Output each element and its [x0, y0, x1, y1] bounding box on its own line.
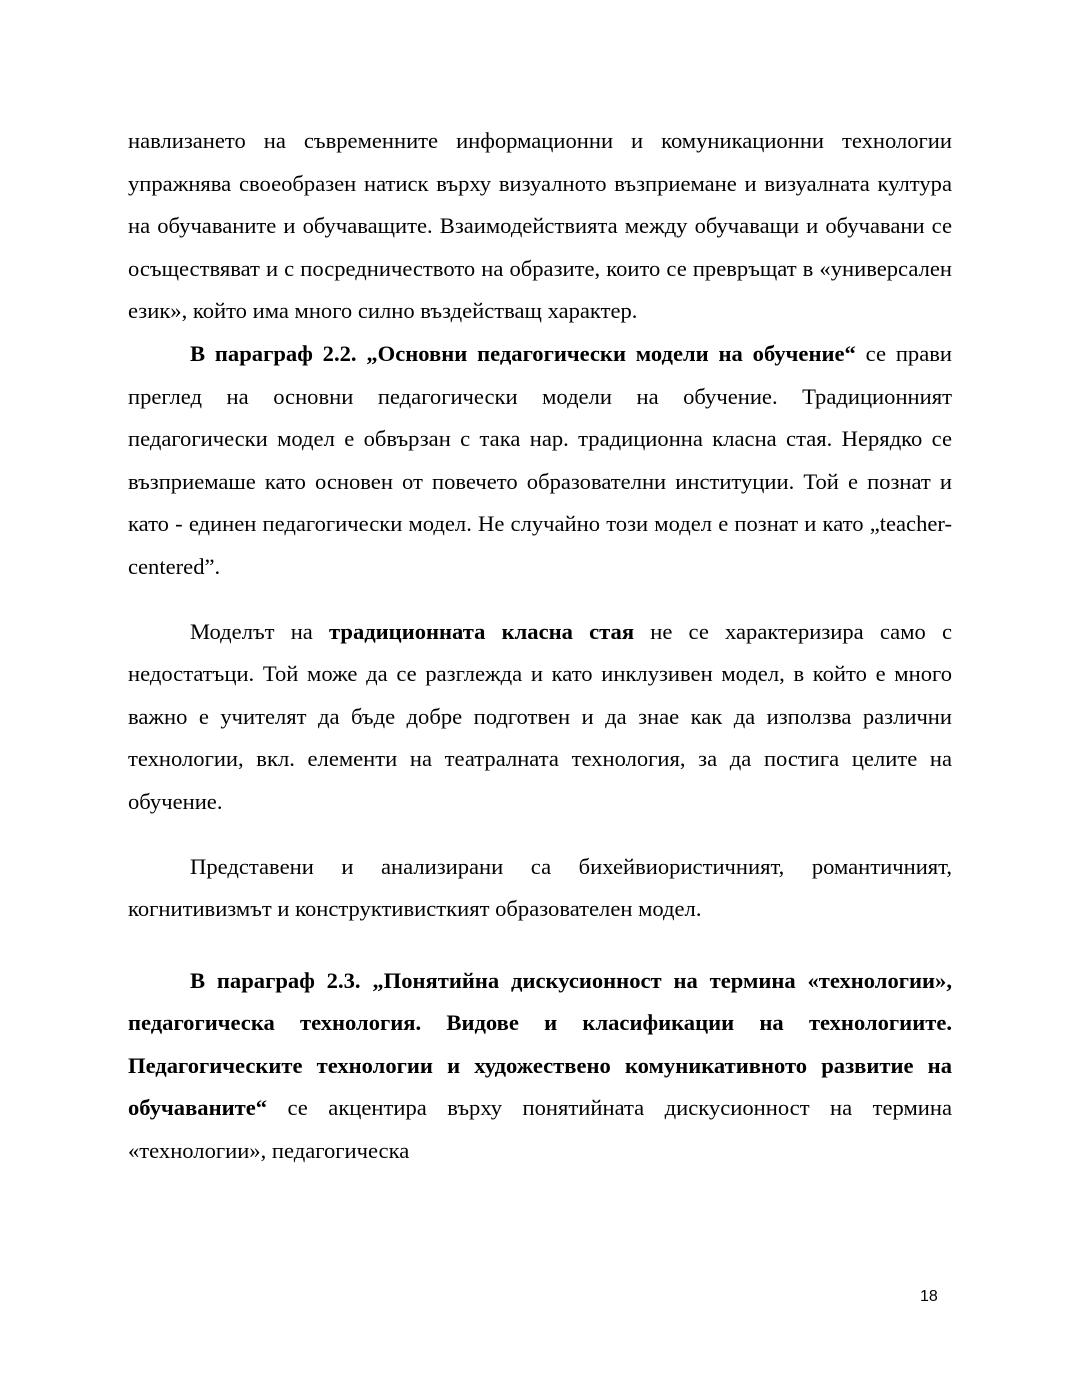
- paragraph-1-text: навлизането на съвременните информационни и комуникационни технологии упражнява своеобразен натиск върху визуалното възприемане и визуалната култура на обучаваните и обучаващите. Взаимодействията между обучаващи и обучавани се осъществяват и с посредничеството на образите, които се превръщат в «универсален език», който има много силно въздействащ характер.: [128, 128, 952, 324]
- paragraph-1: [128, 120, 952, 333]
- section-2-2-heading: В параграф 2.2. „Основни педагогически модели на обучение“: [190, 340, 856, 366]
- paragraph-3-emphasis: традиционната класна стая: [329, 618, 635, 644]
- section-2-3-heading: В параграф 2.3. „Понятийна дискусионност на термина «технологии», педагогическа технология. Видове и класификации на технологиите. Педагогическите технологии и художествено комуникативното развитие на обучаваните“: [128, 967, 952, 1121]
- paragraph-3-text-after: не се характеризира само с недостатъци. Той може да се разглежда и като инклузивен модел, в който е много важно е учителят да бъде добре подготвен и да знае как да използва различни технологии, вкл. елементи на театралната технология, за да постига целите на обучение.: [128, 618, 952, 814]
- paragraph-4-text: Представени и анализирани са бихейвиористичният, романтичният, когнитивизмът и конструктивисткият образователен модел.: [128, 853, 952, 922]
- paragraph-2-section-2-2: [128, 333, 952, 589]
- paragraph-3-text-before: Моделът на: [190, 618, 329, 644]
- paragraph-2-text: се прави преглед на основни педагогически модели на обучение. Традиционният педагогически модел е обвързан с така нар. традиционна класна стая. Нерядко се възприемаше като основен от повечето образователни институции. Той е познат и като - единен педагогически модел. Не случайно този модел е познат и като „teacher-centered”.: [128, 340, 952, 579]
- paragraph-5-section-2-3: [128, 960, 952, 1173]
- page-number: 18: [920, 1288, 938, 1305]
- paragraph-5-text: се акцентира върху понятийната дискусионност на термина «технологии», педагогическа: [128, 1095, 952, 1164]
- paragraph-3: [128, 611, 952, 824]
- paragraph-4: [128, 846, 952, 931]
- body-text: [128, 120, 952, 1173]
